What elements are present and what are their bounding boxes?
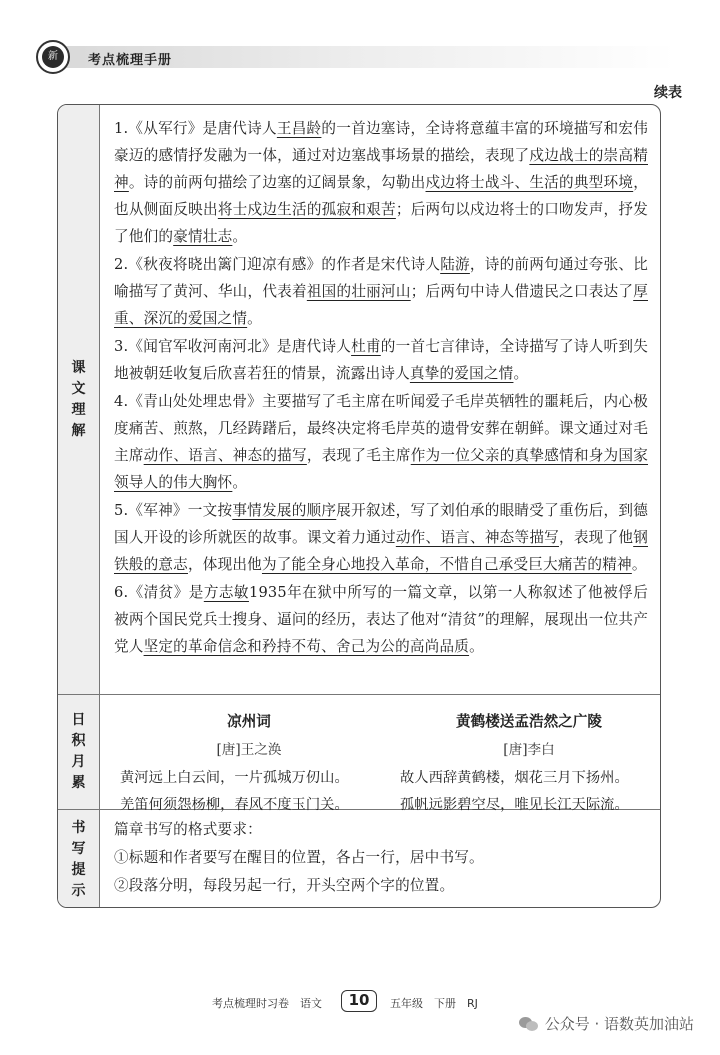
writing-tip: ①标题和作者要写在醒目的位置，各占一行，居中书写。: [114, 849, 484, 866]
label-char: 提: [71, 861, 86, 878]
poem-author: [唐]王之涣: [216, 742, 282, 758]
answer-underline: 为了能全身心地投入革命，不惜自己承受巨大痛苦的精神: [261, 556, 632, 573]
paragraph-4: 4.《青山处处埋忠骨》主要描写了毛主席在听闻爱子毛岸英牺牲的噩耗后，内心极度痛苦、煎熬，几经踌躇后，最终决定将毛岸英的遗骨安葬在朝鲜。课文通过对毛主席动作、语言、神态的描写，表现了毛主席作为一位父亲的真挚感情和身为国家领导人的伟大胸怀。: [114, 393, 649, 491]
label-char: 写: [71, 840, 86, 857]
answer-underline: 陆游: [440, 256, 470, 273]
wechat-icon: [519, 1016, 539, 1032]
understanding-content: [100, 105, 660, 694]
label-char: 理: [71, 401, 86, 418]
paragraph-3: 3.《闻官军收河南河北》是唐代诗人杜甫的一首七言律诗，全诗描写了诗人听到失地被朝廷收复后欣喜若狂的情景，流露出诗人真挚的爱国之情。: [114, 338, 648, 382]
logo-mark: 新: [42, 46, 64, 68]
label-char: 文: [71, 380, 86, 397]
answer-underline: 事情发展的顺序: [232, 502, 337, 519]
row-label-writing: [58, 810, 100, 908]
label-char: 月: [71, 754, 86, 770]
paragraph-1: 1.《从军行》是唐代诗人王昌龄的一首边塞诗，全诗将意蕴丰富的环境描写和宏伟豪迈的感情抒发融为一体，通过对边塞战事场景的描绘，表现了戍边战士的崇高精神。诗的前两句描绘了边塞的辽阔景象，勾勒出戍边将士战斗、生活的典型环境，也从侧面反映出将士戍边生活的孤寂和艰苦；后两句以戍边将士的口吻发声，抒发了他们的豪情壮志。: [114, 120, 648, 245]
answer-underline: 真挚的爱国之情: [409, 365, 514, 382]
writing-tip: ②段落分明，每段另起一行，开头空两个字的位置。: [114, 877, 455, 894]
answer-underline: 王昌龄: [276, 120, 322, 137]
row-label-understanding: [58, 105, 100, 694]
row-writing-tips: [58, 810, 660, 908]
label-char: 积: [71, 733, 86, 749]
poem-title: 黄鹤楼送孟浩然之广陵: [456, 713, 602, 730]
watermark-text: 公众号 · 语数英加油站: [544, 1015, 694, 1033]
label-char: 日: [71, 712, 86, 728]
summary-table: [57, 104, 661, 908]
label-char: 课: [71, 359, 86, 376]
poem-huanghelou: [394, 711, 661, 819]
answer-underline: 豪情壮志: [173, 228, 233, 245]
answer-underline: 钢铁般的意志: [114, 529, 648, 573]
paragraph-6: 6.《清贫》是方志敏1935年在狱中所写的一篇文章，以第一人称叙述了他被俘后被两个国民党兵士搜身、逼问的经历，表达了他对“清贫”的理解，展现出一位共产党人坚定的革命信念和矜持不苟、舍己为公的高尚品质。: [114, 584, 648, 655]
answer-underline: 杜甫: [351, 338, 381, 355]
row-daily-accumulation: [58, 695, 660, 813]
handbook-title: 考点梳理手册: [88, 53, 173, 68]
poem-liangzhouci: [114, 711, 384, 819]
paragraph-2: 2.《秋夜将晓出篱门迎凉有感》的作者是宋代诗人陆游，诗的前两句通过夸张、比喻描写了黄河、华山，代表着祖国的壮丽河山；后两句中诗人借遗民之口表达了厚重、深沉的爱国之情。: [114, 256, 649, 327]
page-footer: [0, 990, 720, 1014]
poems: [114, 705, 648, 813]
answer-underline: 将士戍边生活的孤寂和艰苦: [217, 201, 396, 218]
page-number: 10: [341, 990, 377, 1012]
answer-underline: 动作、语言、神态等描写: [395, 529, 560, 546]
writing-content: [100, 810, 660, 908]
paragraph-5: 5.《军神》一文按事情发展的顺序展开叙述，写了刘伯承的眼睛受了重伤后，到德国人开设的诊所就医的故事。课文着力通过动作、语言、神态等描写，表现了他钢铁般的意志，体现出他为了能全身心地投入革命，不惜自己承受巨大痛苦的精神。: [114, 502, 648, 573]
poem-line: 黄河远上白云间，一片孤城万仞山。: [120, 770, 349, 786]
answer-underline: 厚重、深沉的爱国之情: [114, 283, 648, 327]
poem-line: 故人西辞黄鹤楼，烟花三月下扬州。: [400, 770, 629, 786]
poem-line: 孤帆远影碧空尽，唯见长江天际流。: [400, 797, 629, 813]
footer-series: 考点梳理时习卷 语文: [212, 997, 322, 1010]
label-char: 示: [71, 882, 86, 899]
poem-line: 羌笛何须怨杨柳，春风不度玉门关。: [120, 797, 349, 813]
answer-underline: 坚定的革命信念和矜持不苟、舍己为公的高尚品质: [143, 638, 470, 655]
continued-label: 续表: [654, 85, 682, 101]
answer-underline: 作为一位父亲的真挚感情和身为国家领导人的伟大胸怀: [114, 447, 649, 491]
page-header: [36, 40, 676, 78]
row-text-understanding: [58, 105, 660, 695]
poem-author: [唐]李白: [503, 742, 555, 758]
poem-title: 凉州词: [227, 713, 271, 730]
label-char: 解: [71, 422, 86, 439]
publisher-logo: [36, 40, 70, 74]
answer-underline: 动作、语言、神态的描写: [143, 447, 307, 464]
watermark: [519, 1013, 694, 1034]
label-char: 书: [71, 819, 86, 836]
writing-tip: 篇章书写的格式要求：: [114, 821, 262, 838]
row-label-daily: [58, 695, 100, 809]
answer-underline: 戍边将士战斗、生活的典型环境: [425, 174, 634, 191]
answer-underline: 方志敏: [203, 584, 249, 601]
label-char: 累: [71, 775, 86, 791]
daily-content: [100, 695, 660, 813]
answer-underline: 祖国的壮丽河山: [306, 283, 411, 300]
footer-grade: 五年级 下册 RJ: [390, 997, 478, 1010]
answer-underline: 戍边战士的崇高精神: [114, 147, 648, 191]
